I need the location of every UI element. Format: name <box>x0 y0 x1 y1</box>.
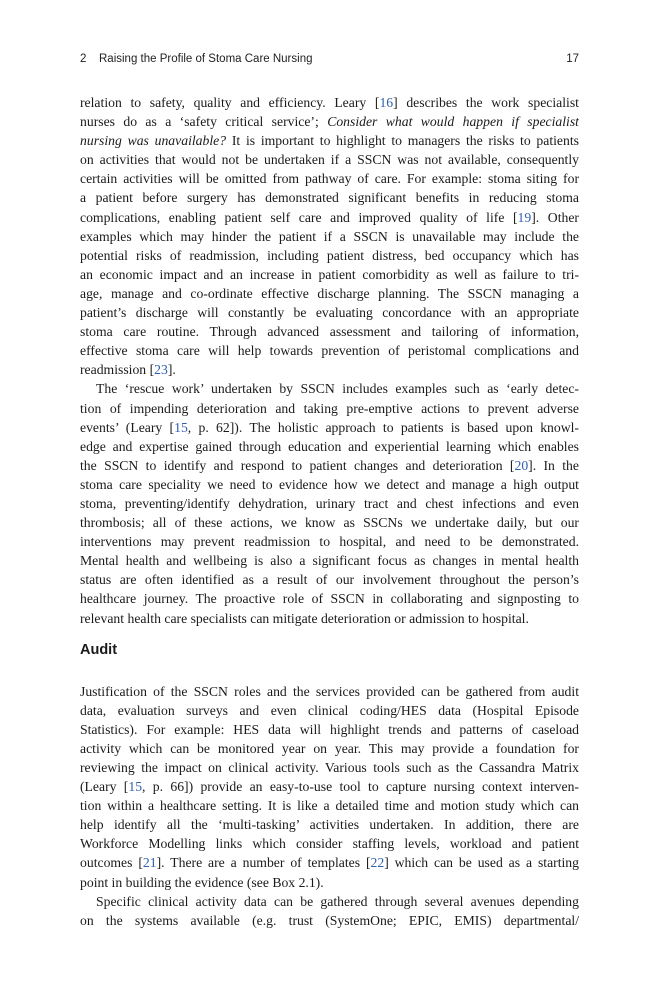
text-run: readmission [ <box>80 362 155 378</box>
text-line <box>80 873 579 892</box>
text-line <box>80 131 579 150</box>
text-run: thrombosis; all of these actions, we know as SSCNs we undertake daily, but our <box>80 515 579 531</box>
text-run: outcomes [ <box>80 855 143 871</box>
text-line <box>80 418 579 437</box>
text-run: ]. In the <box>528 457 579 473</box>
text-run: nurses do as a ‘safety critical service’; <box>80 114 328 130</box>
text-run: Statistics). For example: HES data will highlight trends and patterns of caseload <box>80 721 579 737</box>
text-line <box>80 169 579 188</box>
text-line <box>80 494 579 513</box>
text-run: point in building the evidence (see Box 2.1). <box>80 874 324 890</box>
paragraph-1 <box>80 93 579 379</box>
paragraph-3 <box>80 682 579 892</box>
text-run: Justification of the SSCN roles and the services provided can be gathered from audit <box>80 683 579 699</box>
text-run: ] describes the work specialist <box>393 95 579 110</box>
citation-link[interactable]: 15 <box>128 779 143 795</box>
text-run: the SSCN to identify and respond to patient changes and deterioration [ <box>80 457 515 473</box>
text-run: ]. There are a number of templates [ <box>156 855 371 871</box>
italic-phrase: Consider what would happen if specialist <box>327 114 579 130</box>
text-run: interventions may prevent readmission to hospital, and need to be demonstrated. <box>80 534 579 550</box>
text-line <box>80 303 579 322</box>
text-line <box>80 399 579 418</box>
page-number: 17 <box>566 53 579 65</box>
text-line <box>80 892 579 911</box>
text-run: (Leary [ <box>80 779 129 795</box>
text-line <box>80 739 579 758</box>
text-line <box>80 246 579 265</box>
text-run: relevant health care specialists can mitigate deterioration or admission to hospital. <box>80 610 529 626</box>
text-run: on the systems available (e.g. trust (SystemOne; EPIC, EMIS) departmental/ <box>80 912 579 928</box>
text-line <box>80 188 579 207</box>
text-run: potential risks of readmission, including patient distress, bed occupancy which has <box>80 247 579 263</box>
section-heading-audit: Audit <box>80 641 118 658</box>
citation-link[interactable]: 21 <box>142 855 157 871</box>
text-line <box>80 777 579 796</box>
text-run: patient’s discharge will constantly be evaluating concordance with an appropriate <box>80 305 579 321</box>
text-line <box>80 815 579 834</box>
text-run: ]. <box>167 362 176 378</box>
text-run: Specific clinical activity data can be gathered through several avenues depending <box>96 893 579 909</box>
text-line <box>80 456 579 475</box>
text-line <box>80 284 579 303</box>
citation-link[interactable]: 19 <box>517 209 532 225</box>
text-run: tion of impending deterioration and taking pre-emptive actions to prevent adverse <box>80 400 579 416</box>
text-run: ]. Other <box>531 209 579 225</box>
text-run: data, evaluation surveys and even clinical coding/HES data (Hospital Episode <box>80 702 579 718</box>
text-run: stoma care speciality we need to evidence how we detect and manage a high output <box>80 476 579 492</box>
text-line <box>80 93 579 112</box>
text-line <box>80 150 579 169</box>
text-line <box>80 379 579 398</box>
text-line <box>80 227 579 246</box>
text-run: , p. 62]). The holistic approach to patients is based upon knowl- <box>187 419 579 435</box>
text-run: activity which can be monitored year on year. This may provide a foundation for <box>80 740 579 756</box>
text-run: certain activities will be omitted from pathway of care. For example: stoma siting for <box>80 171 579 187</box>
chapter-number: 2 <box>80 53 87 65</box>
text-run: tion within a healthcare setting. It is like a detailed time and motion study which can <box>80 798 579 814</box>
text-line <box>80 834 579 853</box>
text-run: ] which can be used as a starting <box>384 855 579 871</box>
text-run: status are often identified as a result of our involvement throughout the person’s <box>80 572 579 588</box>
citation-link[interactable]: 20 <box>514 457 529 473</box>
text-line <box>80 322 579 341</box>
text-run: relation to safety, quality and efficiency. Leary [ <box>80 95 380 110</box>
text-line <box>80 589 579 608</box>
text-run: on activities that would not be undertaken if a SSCN was not available, consequently <box>80 152 579 168</box>
text-line <box>80 796 579 815</box>
text-run: Workforce Modelling links which consider staffing levels, workload and patient <box>80 836 579 852</box>
text-line <box>80 437 579 456</box>
text-line <box>80 701 579 720</box>
citation-link[interactable]: 16 <box>379 95 394 110</box>
paragraph-2 <box>80 379 579 627</box>
text-run: Mental health and wellbeing is also a significant focus as changes in mental health <box>80 553 579 569</box>
chapter-title: Raising the Profile of Stoma Care Nursing <box>99 53 313 65</box>
text-line <box>80 265 579 284</box>
text-run: stoma, preventing/identify dehydration, urinary tract and chest infections and even <box>80 495 579 511</box>
citation-link[interactable]: 23 <box>154 362 168 378</box>
text-line <box>80 475 579 494</box>
text-run: help identify all the ‘multi-tasking’ activities undertaken. In addition, there are <box>80 817 579 833</box>
text-line <box>80 758 579 777</box>
text-line <box>80 513 579 532</box>
text-run: effective stoma care will help towards prevention of peristomal complications and <box>80 343 579 359</box>
text-run: healthcare journey. The proactive role of SSCN in collaborating and signposting to <box>80 591 579 607</box>
text-line <box>80 911 579 930</box>
text-line <box>80 853 579 872</box>
text-run: complications, enabling patient self care and improved quality of life [ <box>80 209 518 225</box>
paragraph-4 <box>80 892 579 930</box>
text-line <box>80 532 579 551</box>
text-line <box>80 341 579 360</box>
citation-link[interactable]: 22 <box>370 855 385 871</box>
italic-phrase: nursing was unavailable? <box>80 133 227 149</box>
text-line <box>80 609 579 628</box>
running-head <box>80 53 579 69</box>
text-line <box>80 570 579 589</box>
text-line <box>80 360 579 379</box>
text-run: events’ (Leary [ <box>80 419 175 435</box>
text-run: , p. 66]) provide an easy-to-use tool to capture nursing context interven- <box>142 779 579 795</box>
text-line <box>80 682 579 701</box>
text-run: edge and expertise gained through education and experiential learning which enables <box>80 438 579 454</box>
citation-link[interactable]: 15 <box>174 419 188 435</box>
text-run: stoma care routine. Through advanced assessment and tailoring of information, <box>80 324 579 340</box>
text-run: age, manage and co-ordinate effective discharge planning. The SSCN managing a <box>80 285 579 301</box>
text-run: It is important to highlight to managers the risks to patients <box>226 133 579 149</box>
text-line <box>80 208 579 227</box>
text-line <box>80 720 579 739</box>
text-line <box>80 551 579 570</box>
text-line <box>80 112 579 131</box>
text-run: reviewing the impact on clinical activity. Various tools such as the Cassandra Matrix <box>80 760 579 775</box>
text-run: a patient before surgery has demonstrated significant benefits in reducing stoma <box>80 190 579 206</box>
text-run: an economic impact and an increase in patient comorbidity as well as failure to tri- <box>80 266 579 282</box>
text-run: The ‘rescue work’ undertaken by SSCN includes examples such as ‘early detec- <box>96 381 579 397</box>
body-text <box>80 93 579 930</box>
text-run: examples which may hinder the patient if a SSCN is unavailable may include the <box>80 228 579 244</box>
